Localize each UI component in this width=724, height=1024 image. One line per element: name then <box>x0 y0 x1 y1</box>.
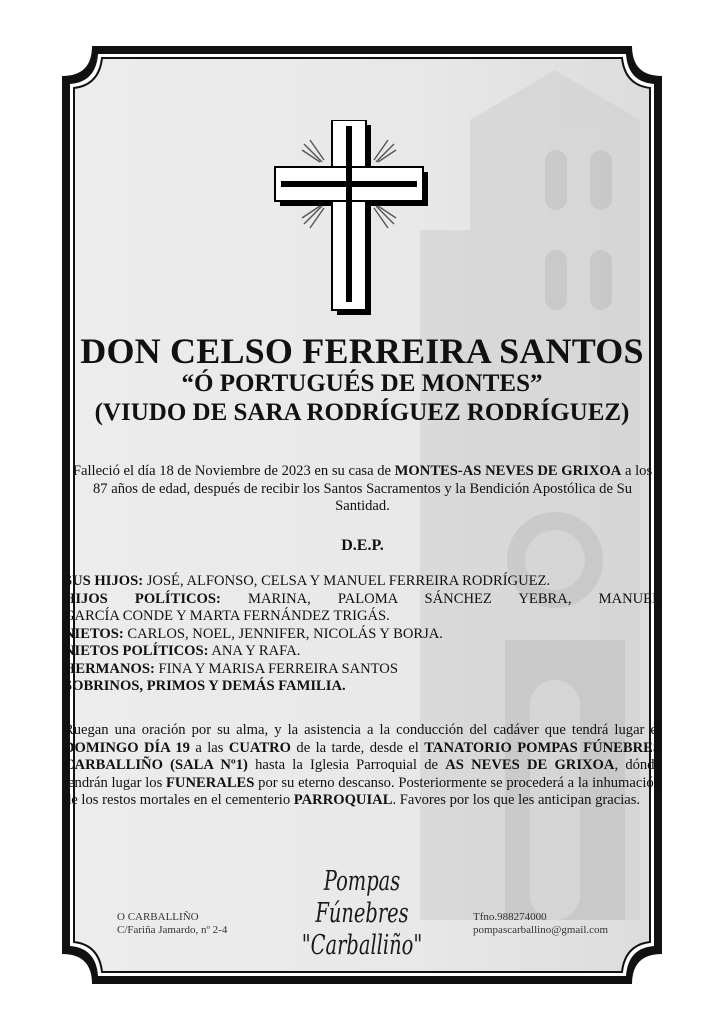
footer-address <box>117 911 227 937</box>
logo-line-2: "Carballiño" <box>301 930 423 961</box>
funeral-details: Ruegan una oración por su alma, y la asistencia a la conducción del cadáver que tendrá lugar el DOMINGO DÍA 19 a las CUATRO de la tarde, desde el TANATORIO POMPAS FÚNEBRES CARBALLIÑO (SALA Nº1) hasta la Iglesia Parroquial de AS NEVES DE GRIXOA, dónde tendrán lugar los FUNERALES por su eterno descanso. Posteriormente se procederá a la inhumación de los restos mortales en el cementerio PARROQUIAL. Favores por los que les anticipan gracias. <box>64 722 662 808</box>
cross-icon <box>0 120 724 320</box>
footer-phone: Tfno.988274000 <box>473 911 547 923</box>
death-notice: Falleció el día 18 de Noviembre de 2023 en su casa de MONTES-AS NEVES DE GRIXOA a los 87 años de edad, después de recibir los Santos Sacramentos y la Bendición Apostólica de Su Santidad. <box>72 463 653 514</box>
family-list <box>64 573 661 696</box>
footer-street: C/Fariña Jamardo, nº 2-4 <box>117 924 228 936</box>
family-children-in-law-cont: GARCÍA CONDE Y MARTA FERNÁNDEZ TRIGÁS. <box>64 608 390 624</box>
widower-of: (VIUDO DE SARA RODRÍGUEZ RODRÍGUEZ) <box>94 399 630 426</box>
family-others: SOBRINOS, PRIMOS Y DEMÁS FAMILIA. <box>64 678 346 694</box>
family-grandchildren: NIETOS: CARLOS, NOEL, JENNIFER, NICOLÁS Y BORJA. <box>64 625 443 642</box>
family-children-in-law: HIJOS POLÍTICOS: MARINA, PALOMA SÁNCHEZ YEBRA, MANUEL <box>64 590 662 607</box>
funeral-home-logo <box>240 866 484 962</box>
family-grandchildren-in-law: NIETOS POLÍTICOS: ANA Y RAFA. <box>64 643 301 659</box>
deceased-nickname: “Ó PORTUGUÉS DE MONTES” <box>181 370 543 397</box>
footer-city: O CARBALLIÑO <box>117 911 199 923</box>
family-siblings: HERMANOS: FINA Y MARISA FERREIRA SANTOS <box>64 660 398 677</box>
deceased-name: DON CELSO FERREIRA SANTOS <box>80 331 644 371</box>
footer-contact <box>473 911 608 937</box>
logo-line-1: Pompas Fúnebres <box>315 866 409 929</box>
dep-label: D.E.P. <box>341 537 384 554</box>
family-children: SUS HIJOS: JOSÉ, ALFONSO, CELSA Y MANUEL FERREIRA RODRÍGUEZ. <box>64 573 551 589</box>
cross-emblem <box>0 120 724 320</box>
footer-email: pompascarballino@gmail.com <box>473 924 609 936</box>
